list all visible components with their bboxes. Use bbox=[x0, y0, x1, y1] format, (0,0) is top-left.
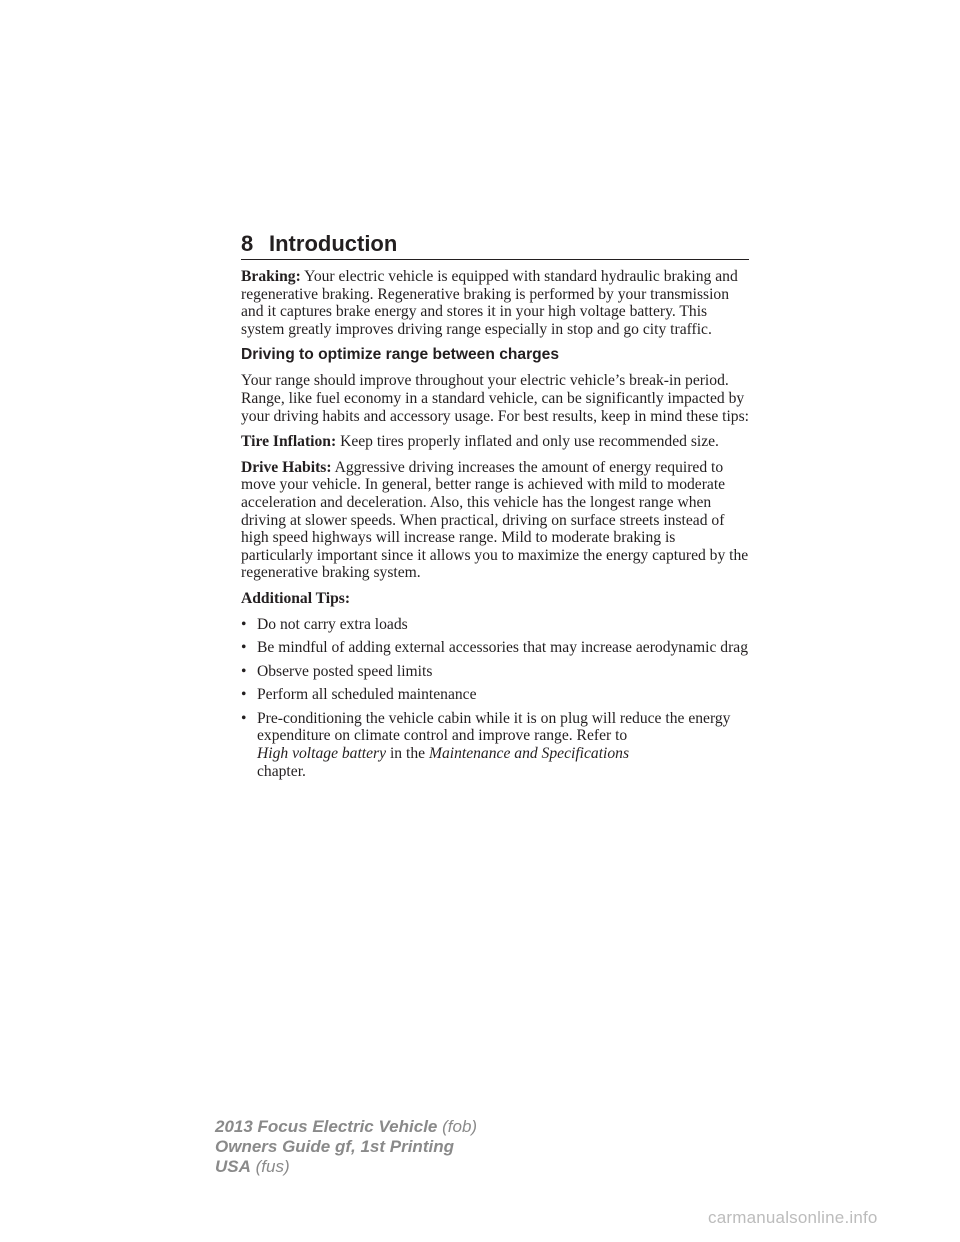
footer-region: USA bbox=[215, 1157, 251, 1176]
list-item-text: Pre-conditioning the vehicle cabin while it is on plug will reduce the energy expenditure on climate control and improve range. Refer to bbox=[257, 709, 731, 745]
bullet-icon: • bbox=[241, 639, 247, 657]
reference-connector: in the bbox=[389, 745, 426, 763]
section-intro: Your range should improve throughout your electric vehicle’s break-in period. Range, like fuel economy in a standard vehicle, can be significantly impacted by your driving habits and accessory usage. For best results, keep in mind these tips: bbox=[241, 372, 749, 425]
tips-label: Additional Tips: bbox=[241, 589, 351, 607]
bullet-icon: • bbox=[241, 662, 247, 680]
drive-text: Aggressive driving increases the amount of energy required to move your vehicle. In general, better range is achieved with mild to moderate acceleration and deceleration. Also, this vehicle has the longest range when driving at slower speeds. When practical, driving on surface streets instead of high speed highways will increase range. Mild to moderate braking is particularly important since it allows you to maximize the energy captured by the regenerative braking system. bbox=[241, 458, 749, 582]
list-item bbox=[241, 710, 751, 780]
reference-maintenance-chapter: Maintenance and Specifications bbox=[428, 745, 630, 763]
braking-text: Your electric vehicle is equipped with standard hydraulic braking and regenerative braking. Regenerative braking is performed by your transmission and it captures brake energy and stores it in your high voltage battery. This system greatly improves driving range especially in stop and go city traffic. bbox=[241, 268, 738, 338]
drive-paragraph bbox=[241, 459, 751, 582]
braking-paragraph bbox=[241, 268, 751, 338]
footer-line-3 bbox=[215, 1157, 477, 1177]
braking-label: Braking: bbox=[241, 268, 301, 285]
tips-list bbox=[241, 616, 751, 781]
footer-line-2: Owners Guide gf, 1st Printing bbox=[215, 1137, 454, 1156]
page-number: 8 bbox=[241, 231, 254, 256]
list-item-text: Be mindful of adding external accessories that may increase aerodynamic drag bbox=[257, 639, 749, 657]
tire-paragraph bbox=[241, 433, 751, 451]
chapter-title: Introduction bbox=[269, 231, 398, 256]
list-item-text: Do not carry extra loads bbox=[257, 615, 408, 633]
page-header bbox=[241, 230, 749, 260]
watermark: carmanualsonline.info bbox=[708, 1208, 878, 1227]
document-footer bbox=[215, 1117, 477, 1177]
drive-label: Drive Habits: bbox=[241, 458, 332, 476]
page-content bbox=[241, 268, 751, 786]
tire-label: Tire Inflation: bbox=[241, 433, 337, 451]
list-item bbox=[241, 639, 751, 657]
header-rule bbox=[241, 259, 749, 260]
footer-model: 2013 Focus Electric Vehicle bbox=[215, 1117, 438, 1136]
footer-model-code: (fob) bbox=[442, 1117, 478, 1136]
footer-line-1 bbox=[215, 1117, 477, 1137]
reference-end: chapter. bbox=[257, 762, 306, 780]
footer-region-code: (fus) bbox=[255, 1157, 290, 1176]
bullet-icon: • bbox=[241, 615, 247, 633]
section-heading: Driving to optimize range between charges bbox=[241, 346, 560, 364]
list-item-text: Observe posted speed limits bbox=[257, 662, 433, 680]
bullet-icon: • bbox=[241, 686, 247, 704]
list-item bbox=[241, 663, 751, 681]
list-item-text: Perform all scheduled maintenance bbox=[257, 686, 477, 704]
list-item bbox=[241, 686, 751, 704]
list-item bbox=[241, 616, 751, 634]
reference-high-voltage-battery: High voltage battery bbox=[257, 745, 387, 763]
tire-text: Keep tires properly inflated and only use recommended size. bbox=[340, 433, 719, 451]
bullet-icon: • bbox=[241, 709, 247, 727]
